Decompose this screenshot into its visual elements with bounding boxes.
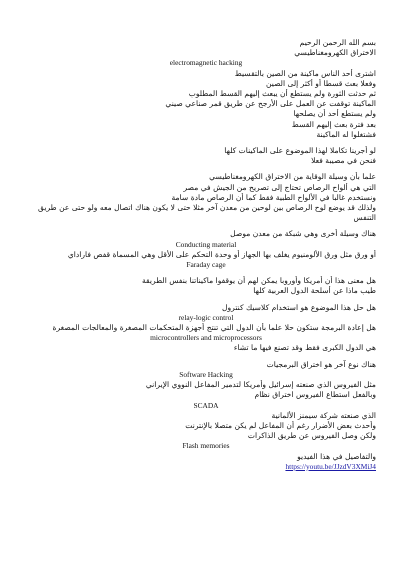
text-line: والتفاصيل في هذا الفيديو bbox=[297, 451, 376, 461]
english-term: Conducting material bbox=[175, 239, 237, 249]
english-term: Flash memories bbox=[182, 441, 230, 451]
paragraph-faraday bbox=[36, 229, 376, 270]
text-line: لو أجرينا تكاملا لهذا الموضوع على الماكينات كلها bbox=[224, 146, 376, 156]
text-line: وبالفعل استطاع الفيروس اختراق نظام bbox=[254, 390, 376, 400]
english-term: microcontrollers and microprocessors bbox=[150, 333, 262, 343]
document-title: الاختراق الكهرومغناطيسي bbox=[294, 48, 376, 58]
text-line: التي هي ألواح الرصاص تحتاج إلى تصريح من الجيش في مصر bbox=[183, 182, 376, 192]
paragraph-intro bbox=[36, 38, 376, 140]
text-line: بعد فترة بعث إليهم القسط bbox=[291, 119, 376, 129]
text-line: هل معنى هذا أن أمريكا وأوروبا يمكن لهم أن يوقفوا ماكيناتنا بنفس الطريقة bbox=[141, 276, 376, 286]
text-line: هناك وسيلة أخرى وهي شبكة من معدن موصل bbox=[230, 229, 376, 239]
paragraph-software-hacking bbox=[36, 360, 376, 472]
text-line: ولم يستطع أحد أن يصلحها bbox=[293, 109, 376, 119]
text-line: فشتغلوا له الماكينة bbox=[316, 129, 376, 139]
text-line: هل حل هذا الموضوع هو استخدام كلاسيك كنترول bbox=[222, 302, 376, 312]
paragraph-questions bbox=[36, 276, 376, 296]
text-line: هي الدول الكبرى فقط وقد تصنع فيها ما تشاء bbox=[233, 343, 376, 353]
english-term: Software Hacking bbox=[179, 369, 233, 379]
text-line: علما بأن وسيلة الوقاية من الاختراق الكهرومغناطيسي bbox=[209, 172, 376, 182]
document-title-english: electromagnetic hacking bbox=[169, 58, 243, 68]
english-term: SCADA bbox=[193, 400, 219, 410]
text-line: اشترى أحد الناس ماكينة من الصين بالتقسيط bbox=[234, 68, 376, 78]
text-line: ولذلك قد يوضع لوح الرصاص بين لوحين من معدن آخر مثلا حتى لا يكون هناك اتصال معه ولو حتى عن طريق التنفس bbox=[38, 203, 376, 223]
english-term: relay-logic control bbox=[178, 312, 234, 322]
text-line: وأحدث بعض الأضرار رغم أن المفاعل لم يكن متصلا بالإنترنت bbox=[185, 420, 376, 430]
text-line: هل إعادة البرمجة ستكون حلا علما بأن الدول التي تنتج أجهزة المتحكمات المصغرة والمعالجات المصغرة bbox=[52, 323, 376, 333]
paragraph-relay-logic bbox=[36, 303, 376, 354]
text-line: مثل الفيروس الذي صنعته إسرائيل وأمريكا لتدمير المفاعل النووي الإيراني bbox=[145, 380, 376, 390]
text-line: ونستخدم غالبا في الألواح الطبية فقط كما أن الرصاص مادة سامة bbox=[171, 192, 376, 202]
paragraph-lead-shielding bbox=[36, 172, 376, 223]
paragraph-integration bbox=[36, 146, 376, 166]
text-line: الذي صنعته شركة سيمنز الألمانية bbox=[271, 410, 376, 420]
text-line: ولكن وصل الفيروس عن طريق الذاكرات bbox=[247, 431, 376, 441]
text-line: الماكينة توقفت عن العمل على الأرجح عن طريق قمر صناعي صيني bbox=[165, 99, 376, 109]
text-line: ثم حدثت الثورة ولم يستطع أن يبعث إليهم القسط المطلوب bbox=[188, 89, 376, 99]
text-line: وفعلا بعث قسطا أو أكثر إلى الصين bbox=[266, 78, 376, 88]
video-link[interactable]: https://youtu.be/JJzdV3XMiJ4 bbox=[285, 461, 376, 471]
text-line: هناك نوع آخر هو اختراق البرمجيات bbox=[266, 359, 376, 369]
english-term: Faraday cage bbox=[186, 260, 226, 270]
text-line: طيب ماذا عن أسلحة الدول العربية كلها bbox=[253, 286, 376, 296]
basmala: بسم الله الرحمن الرحيم bbox=[299, 38, 376, 47]
text-line: أو ورق مثل ورق الألومنيوم يغلف بها الجهاز أو وحدة التحكم على الأقل وهي المسماة قفص فاراداي bbox=[67, 249, 376, 259]
text-line: فنحن في مصيبة فعلا bbox=[311, 156, 376, 166]
